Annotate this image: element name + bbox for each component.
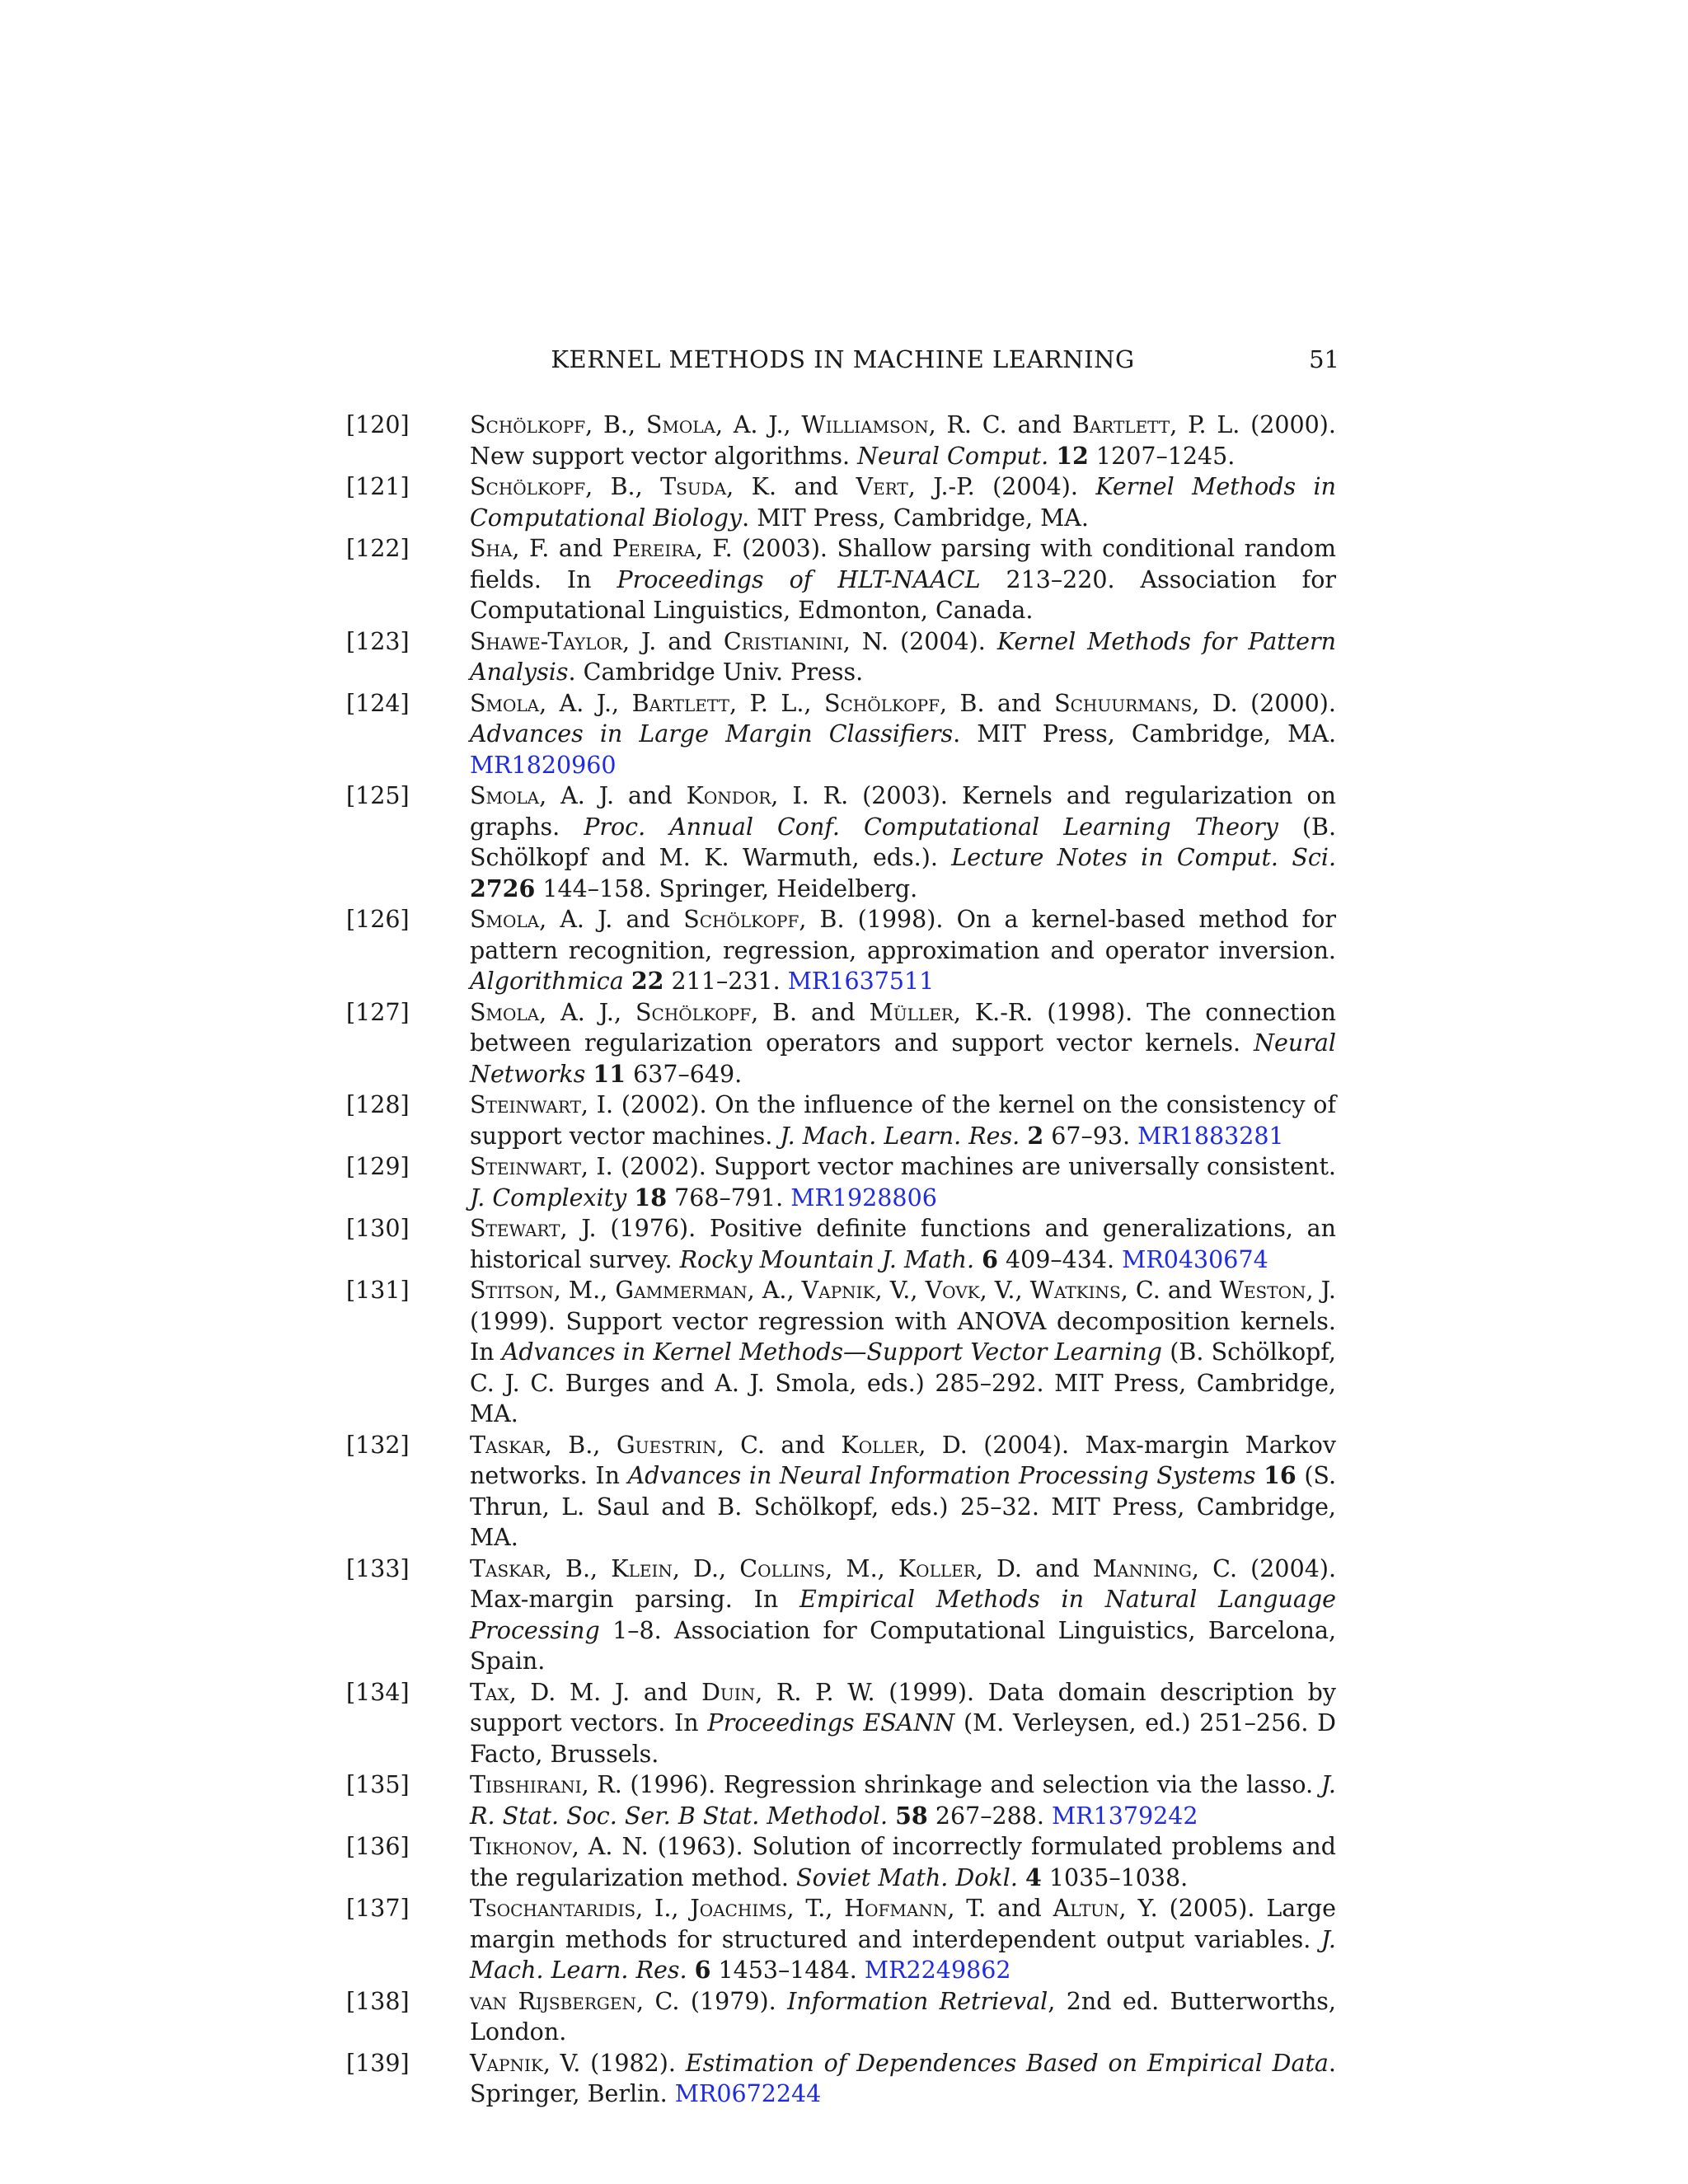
author-name: Smola	[470, 689, 540, 717]
reference-entry	[346, 1831, 1339, 1893]
reference-text: , R. C. and	[928, 411, 1072, 438]
author-name: van Rijsbergen	[470, 1987, 637, 2015]
reference-text: , D. and	[975, 1554, 1093, 1582]
reference-text	[1048, 443, 1056, 470]
reference-text: , A. J.,	[539, 689, 632, 717]
author-name: Collins	[739, 1554, 826, 1582]
reference-text: 768–791.	[667, 1183, 791, 1212]
reference-text: . MIT Press, Cambridge, MA.	[953, 720, 1336, 748]
reference-number: [134]	[346, 1678, 410, 1706]
author-name: Cristianini	[723, 627, 843, 655]
work-title: J. Mach. Learn. Res.	[470, 1925, 1336, 1984]
author-name: Smola	[470, 906, 540, 933]
author-name: Smola	[470, 782, 540, 809]
reference-number: [136]	[346, 1833, 410, 1860]
work-title: Algorithmica	[470, 968, 624, 995]
reference-number: [125]	[346, 782, 410, 809]
reference-text: , J. and	[621, 627, 724, 655]
reference-text: , C. and	[716, 1431, 842, 1459]
reference-text: , M.,	[825, 1554, 898, 1582]
mr-review-link[interactable]: MR1379242	[1052, 1802, 1198, 1830]
reference-text: , D. (2000).	[1192, 689, 1336, 717]
work-title: J. Complexity	[470, 1183, 627, 1212]
author-name: Schölkopf	[635, 998, 752, 1026]
author-name: Bartlett	[1071, 411, 1170, 438]
reference-text: 267–288.	[927, 1802, 1052, 1830]
volume-number: 6	[982, 1244, 998, 1273]
author-name: Gammerman	[615, 1277, 748, 1304]
reference-entry	[346, 780, 1339, 904]
author-name: Schuurmans	[1054, 689, 1193, 717]
reference-text: , D. M. J. and	[509, 1678, 702, 1706]
author-name: Watkins	[1029, 1277, 1121, 1304]
author-name: Tsochantaridis	[470, 1895, 636, 1922]
reference-text: , D. (2004). Max-margin Markov networks. In	[470, 1431, 1336, 1489]
reference-text: , T. and	[947, 1895, 1053, 1922]
author-name: Smola	[470, 998, 540, 1026]
work-title: J. R. Stat. Soc. Ser. B Stat. Methodol.	[470, 1771, 1336, 1830]
work-title: Advances in Large Margin Classifiers	[470, 720, 954, 748]
work-title: Proceedings ESANN	[707, 1709, 955, 1736]
reference-entry	[346, 1090, 1339, 1151]
reference-entry	[346, 904, 1339, 997]
reference-entry	[346, 1677, 1339, 1770]
work-title: Advances in Kernel Methods—Support Vector Learning	[501, 1338, 1163, 1366]
reference-text: (B. Schölkopf and M. K. Warmuth, eds.).	[470, 813, 1337, 871]
reference-entry	[346, 1893, 1339, 1986]
page-number: 51	[1309, 345, 1339, 373]
reference-list	[346, 410, 1339, 2110]
author-name: Schölkopf	[823, 689, 940, 717]
author-name: Hofmann	[844, 1895, 948, 1922]
reference-number: [120]	[346, 411, 410, 438]
author-name: Williamson	[801, 411, 929, 438]
author-name: Pereira	[612, 535, 696, 562]
reference-text: , D.,	[672, 1554, 740, 1582]
reference-text	[1018, 1864, 1025, 1891]
reference-text	[624, 968, 631, 995]
volume-number: 12	[1056, 441, 1089, 470]
reference-text: , B. and	[940, 689, 1055, 717]
mr-review-link[interactable]: MR1637511	[787, 968, 935, 995]
author-name: Weston	[1219, 1277, 1306, 1304]
volume-number: 4	[1025, 1863, 1042, 1891]
reference-number: [133]	[346, 1554, 410, 1582]
reference-text: , F. and	[512, 535, 612, 562]
reference-entry	[346, 2048, 1339, 2110]
volume-number: 58	[895, 1801, 928, 1830]
reference-text: 67–93.	[1043, 1122, 1138, 1150]
reference-text: , V.,	[979, 1277, 1030, 1304]
reference-text: 213–220. Association for Computational Linguistics, Edmonton, Canada.	[470, 565, 1336, 624]
work-title: Advances in Neural Information Processing Systems	[627, 1462, 1256, 1489]
reference-text: (M. Verleysen, ed.) 251–256. D Facto, Brussels.	[470, 1709, 1336, 1768]
author-name: Koller	[841, 1431, 919, 1459]
reference-entry	[346, 626, 1339, 688]
work-title: J. Mach. Learn. Res.	[780, 1122, 1020, 1150]
reference-text: , Y. (2005). Large margin methods for structured and interdependent output variables.	[470, 1895, 1337, 1953]
author-name: Koller	[898, 1554, 976, 1582]
reference-number: [123]	[346, 627, 410, 655]
reference-text: , M.,	[553, 1277, 616, 1304]
reference-text: , A. J.,	[715, 411, 802, 438]
reference-text: , A. J.,	[539, 998, 635, 1026]
volume-number: 2726	[470, 874, 536, 902]
reference-entry	[346, 471, 1339, 533]
author-name: Bartlett	[631, 689, 729, 717]
reference-text	[687, 1957, 695, 1984]
reference-text: 1207–1245.	[1088, 442, 1236, 470]
volume-number: 22	[631, 967, 664, 995]
reference-text: , B.,	[544, 1431, 617, 1459]
author-name: Tibshirani	[470, 1771, 582, 1798]
reference-number: [138]	[346, 1987, 410, 2015]
reference-number: [135]	[346, 1771, 410, 1798]
reference-entry	[346, 1554, 1339, 1677]
reference-text: 1453–1484.	[710, 1957, 865, 1984]
reference-text: , A.,	[747, 1277, 802, 1304]
mr-review-link[interactable]: MR0430674	[1122, 1245, 1268, 1273]
reference-text: , 2nd ed. Butterworths, London.	[470, 1987, 1336, 2046]
reference-text: 409–434.	[997, 1245, 1123, 1273]
author-name: Kondor	[686, 782, 771, 809]
reference-text: , C. (2004). Max-margin parsing. In	[470, 1554, 1337, 1613]
reference-text: . Cambridge Univ. Press.	[568, 658, 864, 686]
reference-text: , R. (1996). Regression shrinkage and selection via the lasso.	[581, 1771, 1321, 1798]
reference-number: [129]	[346, 1153, 410, 1180]
reference-text: , B. and	[751, 998, 870, 1026]
author-name: Smola	[645, 411, 715, 438]
mr-review-link[interactable]: MR1883281	[1137, 1122, 1284, 1150]
reference-text: , B.,	[585, 411, 646, 438]
reference-number: [132]	[346, 1431, 410, 1459]
reference-text: , B. (1998). On a kernel-based method for pattern recognition, regression, approximation and operator inversion.	[470, 906, 1336, 964]
reference-text: (B. Schölkopf, C. J. C. Burges and A. J. Smola, eds.) 285–292. MIT Press, Cambridge, MA.	[470, 1338, 1336, 1427]
reference-text: 211–231.	[663, 968, 788, 995]
author-name: Tax	[470, 1678, 509, 1706]
author-name: Steinwart	[470, 1153, 581, 1180]
reference-text: . MIT Press, Cambridge, MA.	[742, 504, 1089, 532]
reference-entry	[346, 1986, 1339, 2048]
reference-text: , I.,	[635, 1895, 691, 1922]
reference-entry	[346, 1430, 1339, 1554]
reference-text: , J. (1999). Support vector regression with ANOVA decomposition kernels. In	[470, 1277, 1336, 1366]
author-name: Taskar	[470, 1554, 545, 1582]
reference-number: [122]	[346, 535, 410, 562]
reference-text: , J.-P. (2004).	[907, 473, 1096, 500]
work-title: Lecture Notes in Comput. Sci.	[951, 844, 1337, 871]
author-name: Duin	[701, 1678, 756, 1706]
reference-text: , C. and	[1120, 1277, 1220, 1304]
volume-number: 6	[694, 1956, 711, 1984]
reference-text: . Springer, Berlin.	[470, 2049, 1336, 2107]
author-name: Vovk	[925, 1277, 980, 1304]
reference-number: [121]	[346, 473, 410, 500]
work-title: Information Retrieval	[787, 1987, 1048, 2015]
reference-text: , J. (1976). Positive definite functions and generalizations, an historical survey.	[470, 1215, 1336, 1273]
author-name: Schölkopf	[683, 906, 799, 933]
reference-text	[888, 1802, 895, 1830]
mr-review-link[interactable]: MR2249862	[864, 1957, 1011, 1984]
reference-text: , R. P. W. (1999). Data domain description by support vectors. In	[470, 1678, 1336, 1736]
author-name: Guestrin	[616, 1431, 717, 1459]
volume-number: 11	[593, 1059, 626, 1088]
author-name: Schölkopf	[470, 411, 586, 438]
reference-number: [130]	[346, 1215, 410, 1242]
reference-number: [126]	[346, 906, 410, 933]
reference-number: [131]	[346, 1277, 410, 1304]
running-title: KERNEL METHODS IN MACHINE LEARNING	[551, 345, 1135, 373]
reference-text: , I. (2002). On the influence of the kernel on the consistency of support vector machines.	[470, 1091, 1336, 1150]
author-name: Klein	[611, 1554, 673, 1582]
reference-number: [124]	[346, 689, 410, 717]
reference-text: (S. Thrun, L. Saul and B. Schölkopf, eds.) 25–32. MIT Press, Cambridge, MA.	[470, 1462, 1337, 1551]
reference-text: , F. (2003). Shallow parsing with conditional random fields. In	[470, 535, 1336, 593]
author-name: Taskar	[470, 1431, 545, 1459]
mr-review-link[interactable]: MR0672244	[674, 2080, 822, 2107]
reference-text: , A. N. (1963). Solution of incorrectly formulated problems and the regularization method.	[470, 1833, 1336, 1891]
reference-entry	[346, 1769, 1339, 1831]
reference-number: [127]	[346, 998, 410, 1026]
author-name: Müller	[869, 998, 954, 1026]
reference-entry	[346, 1275, 1339, 1430]
reference-text: , N. (2004).	[842, 627, 997, 655]
work-title: Neural Comput.	[857, 442, 1049, 470]
reference-text	[626, 1184, 634, 1212]
mr-review-link[interactable]: MR1820960	[470, 751, 617, 779]
reference-text: , V.,	[874, 1277, 926, 1304]
author-name: Manning	[1092, 1554, 1192, 1582]
mr-review-link[interactable]: MR1928806	[790, 1183, 937, 1212]
author-name: Steinwart	[470, 1091, 581, 1118]
author-name: Vapnik	[801, 1277, 875, 1304]
reference-text: 144–158. Springer, Heidelberg.	[535, 874, 918, 902]
work-title: Empirical Methods in Natural Language Processing	[470, 1586, 1337, 1644]
work-title: Neural Networks	[470, 1029, 1336, 1088]
reference-text: , A. J. and	[539, 906, 684, 933]
reference-number: [128]	[346, 1091, 410, 1118]
running-header	[346, 340, 1339, 379]
author-name: Tsuda	[660, 473, 727, 500]
reference-text: , B.,	[544, 1554, 612, 1582]
reference-text	[974, 1246, 982, 1273]
reference-text: 1035–1038.	[1041, 1863, 1189, 1891]
author-name: Joachims	[690, 1895, 787, 1922]
reference-text: , I. R. (2003). Kernels and regularization on graphs.	[470, 782, 1336, 841]
volume-number: 2	[1027, 1121, 1044, 1150]
reference-text: 637–649.	[626, 1060, 743, 1088]
reference-text	[1020, 1122, 1027, 1150]
reference-text: , K.-R. (1998). The connection between regularization operators and support vector kernels.	[470, 998, 1336, 1057]
author-name: Altun	[1053, 1895, 1119, 1922]
work-title: Estimation of Dependences Based on Empirical Data	[685, 2049, 1329, 2077]
reference-text: , I. (2002). Support vector machines are universally consistent.	[580, 1153, 1336, 1180]
work-title: Proceedings of HLT-NAACL	[617, 565, 981, 593]
reference-entry	[346, 410, 1339, 471]
reference-entry	[346, 1213, 1339, 1275]
work-title: Kernel Methods in Computational Biology	[470, 473, 1336, 532]
author-name: Sha	[470, 535, 513, 562]
volume-number: 16	[1264, 1461, 1296, 1489]
author-name: Vapnik	[470, 2049, 543, 2077]
author-name: Tikhonov	[470, 1833, 572, 1860]
author-name: Schölkopf	[470, 473, 586, 500]
work-title: Kernel Methods for Pattern Analysis	[470, 627, 1336, 686]
volume-number: 18	[634, 1183, 668, 1212]
reference-text: , T.,	[786, 1895, 845, 1922]
reference-text: , P. L. (2000). New support vector algorithms.	[470, 411, 1336, 470]
reference-text: , A. J. and	[539, 782, 687, 809]
author-name: Stewart	[470, 1215, 560, 1242]
author-name: Vert	[856, 473, 908, 500]
reference-text: , P. L.,	[729, 689, 824, 717]
work-title: Rocky Mountain J. Math.	[679, 1245, 974, 1273]
reference-number: [137]	[346, 1895, 410, 1922]
reference-text	[1256, 1462, 1264, 1489]
reference-entry	[346, 997, 1339, 1090]
author-name: Stitson	[470, 1277, 554, 1304]
reference-text: , C. (1979).	[636, 1987, 788, 2015]
reference-text: , K. and	[726, 473, 856, 500]
reference-entry	[346, 533, 1339, 626]
work-title: Soviet Math. Dokl.	[796, 1863, 1018, 1891]
reference-text: , V. (1982).	[542, 2049, 686, 2077]
reference-text: , B.,	[585, 473, 661, 500]
work-title: Proc. Annual Conf. Computational Learning Theory	[584, 813, 1278, 841]
reference-entry	[346, 1151, 1339, 1213]
reference-text: 1–8. Association for Computational Linguistics, Barcelona, Spain.	[470, 1616, 1336, 1675]
author-name: Shawe-Taylor	[470, 627, 622, 655]
reference-entry	[346, 688, 1339, 781]
reference-number: [139]	[346, 2049, 410, 2077]
